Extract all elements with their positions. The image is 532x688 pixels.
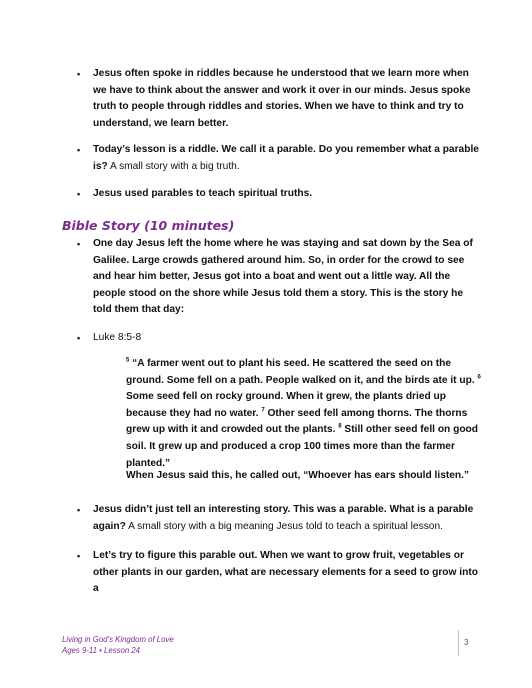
verse-text: “A farmer went out to plant his seed. He scattered the seed on the ground. Some fell on a path. People walked on it, and the birds ate it up.: [126, 358, 478, 386]
bullet-dot: •: [77, 69, 81, 79]
bullet-garden: [77, 548, 483, 598]
bullet-dot: •: [77, 189, 81, 199]
verse-number: 5: [126, 357, 130, 364]
verse-text: Still other seed fell on good soil. It grew up and produced a crop 100 times more than the farmer planted.”: [126, 424, 479, 469]
footer-divider: [458, 630, 459, 656]
bullet-dot: •: [77, 145, 81, 155]
bullet-scripture-ref: [77, 330, 483, 347]
bullet-dot: •: [77, 551, 81, 561]
bullet-spiritual-truths: [77, 186, 483, 203]
scripture-reference: Luke 8:5-8: [93, 332, 142, 343]
bullet-parable-question: [77, 142, 483, 175]
bullet-text: Jesus often spoke in riddles because he understood that we learn more when we have to think about the answer and work it over in our minds. Jesus spoke truth to people through riddles and stories. When we have to think and try to understand, we learn better.: [93, 68, 471, 129]
bullet-riddles: [77, 66, 483, 132]
verse-text: Other seed fell among thorns. The thorns grew up with it and crowded out the plants.: [126, 407, 468, 436]
verse-number: 8: [338, 423, 342, 430]
bullet-text: Let’s try to figure this parable out. When we want to grow fruit, vegetables or other plants in our garden, what are necessary elements for a seed to grow into a: [93, 550, 478, 595]
bullet-text: One day Jesus left the home where he was staying and sat down by the Sea of Galilee. Large crowds gathered around him. So, in order for the crowd to see and hear him better, Jesus got into a boat and went out a little way. All the people stood on the shore while Jesus told them a story. This is the story he told them that day:: [93, 238, 473, 316]
verse-text: Some seed fell on rocky ground. When it grew, the plants dried up because they had no water.: [126, 391, 447, 419]
bullet-text: Jesus didn’t just tell an interesting story. This was a parable. What is a parable again?: [93, 504, 474, 532]
scripture-quote: [126, 356, 486, 472]
bullet-answer: A small story with a big meaning Jesus told to teach a spiritual lesson.: [125, 520, 443, 532]
verse-number: 7: [261, 407, 265, 414]
bullet-answer: A small story with a big truth.: [107, 160, 240, 172]
bullet-parable-again: [77, 502, 483, 535]
footer-lesson-info: [62, 634, 174, 656]
section-heading: Bible Story (10 minutes): [62, 218, 235, 233]
bullet-dot: •: [77, 239, 81, 249]
bullet-story-intro: [77, 236, 483, 319]
footer-title: Living in God’s Kingdom of Love: [62, 635, 174, 644]
footer-ages-lesson: Ages 9-11 • Lesson 24: [62, 646, 141, 655]
page-number: 3: [464, 638, 469, 647]
quote-closing-line: When Jesus said this, he called out, “Whoever has ears should listen.”: [126, 470, 470, 481]
bullet-dot: •: [77, 505, 81, 515]
bullet-text: Jesus used parables to teach spiritual truths.: [93, 188, 313, 199]
bullet-dot: •: [77, 333, 81, 343]
bullet-text: Today’s lesson is a riddle. We call it a parable. Do you remember what a parable is?: [93, 144, 479, 172]
verse-number: 6: [477, 374, 481, 381]
